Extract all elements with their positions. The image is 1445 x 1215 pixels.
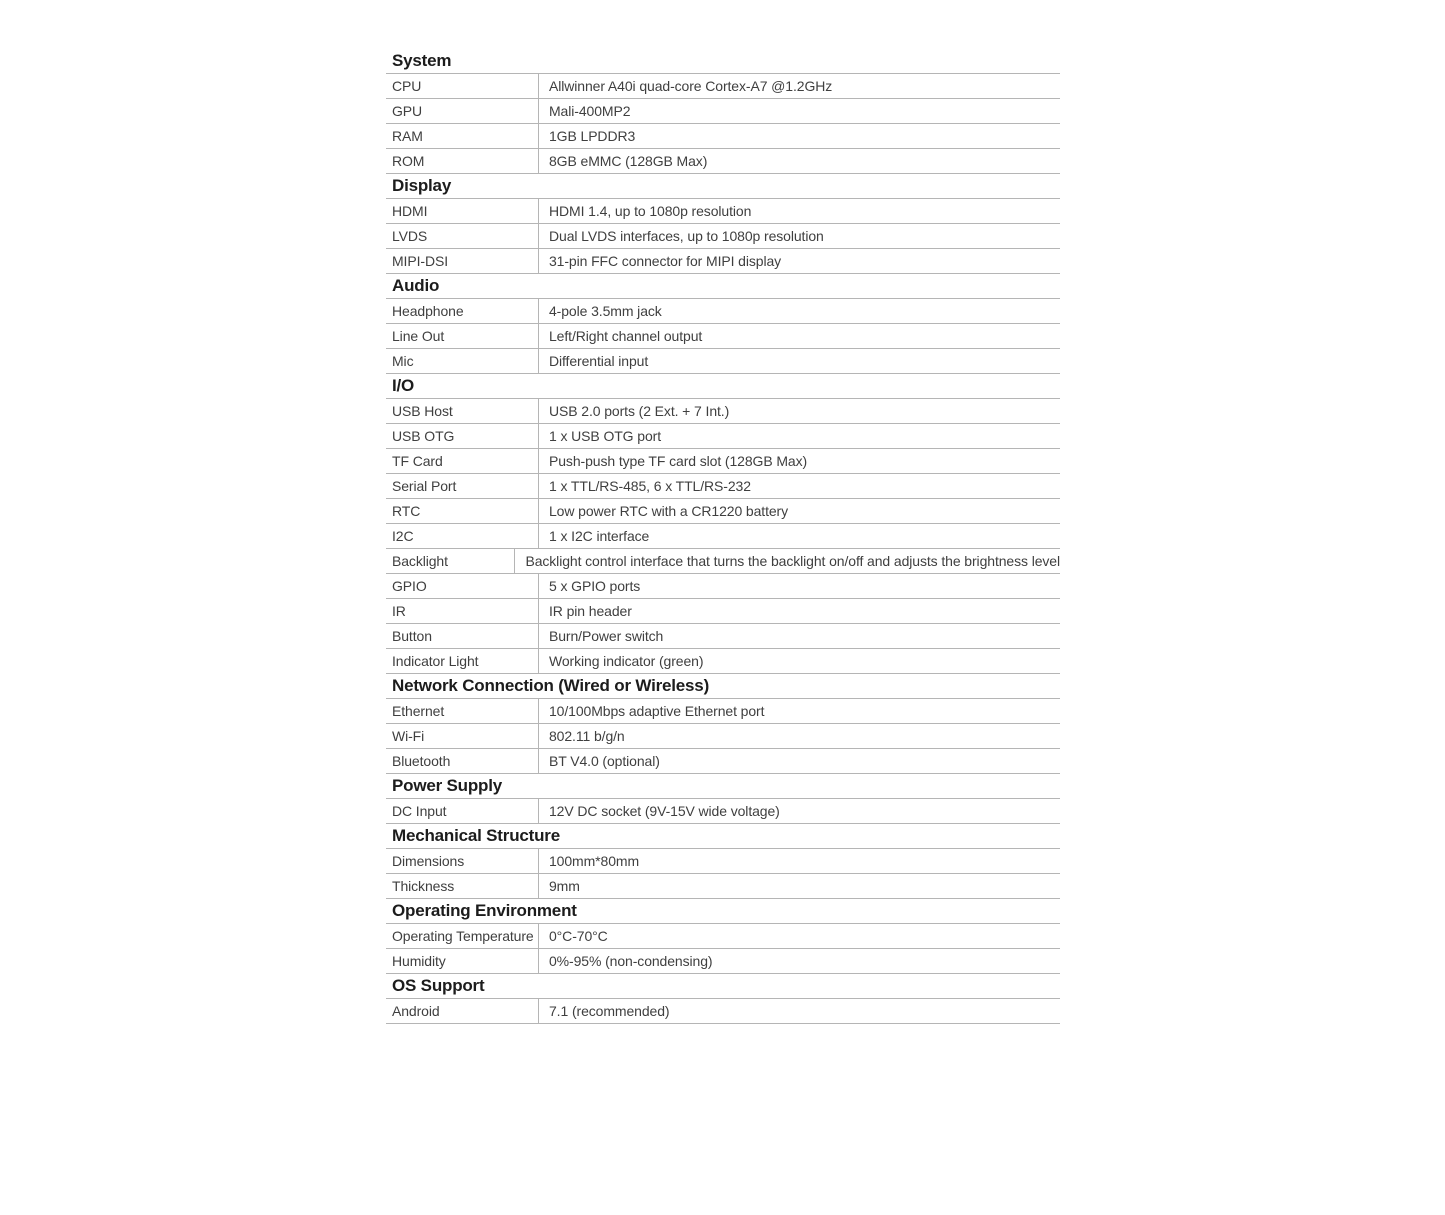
spec-row: [386, 649, 1060, 674]
spec-label: GPU: [386, 99, 539, 123]
spec-value: 1 x TTL/RS-485, 6 x TTL/RS-232: [549, 478, 751, 494]
spec-value: 8GB eMMC (128GB Max): [549, 153, 708, 169]
spec-row: [386, 124, 1060, 149]
spec-label: Operating Temperature: [386, 924, 539, 948]
spec-label: Indicator Light: [386, 649, 539, 673]
spec-label: IR: [386, 599, 539, 623]
spec-row: [386, 449, 1060, 474]
spec-row: [386, 724, 1060, 749]
spec-row: [386, 699, 1060, 724]
section-title: OS Support: [386, 974, 1060, 999]
spec-value: 31-pin FFC connector for MIPI display: [549, 253, 782, 269]
spec-value: 0%-95% (non-condensing): [549, 953, 713, 969]
spec-row: [386, 349, 1060, 374]
spec-label: Line Out: [386, 324, 539, 348]
spec-value: USB 2.0 ports (2 Ext. + 7 Int.): [549, 403, 730, 419]
spec-label: CPU: [386, 74, 539, 98]
spec-value: Differential input: [549, 353, 649, 369]
spec-label: Android: [386, 999, 539, 1023]
spec-row: [386, 624, 1060, 649]
spec-row: [386, 199, 1060, 224]
spec-value: 5 x GPIO ports: [549, 578, 641, 594]
section-title: Mechanical Structure: [386, 824, 1060, 849]
spec-label: Dimensions: [386, 849, 539, 873]
section-title: System: [386, 49, 1060, 74]
spec-row: [386, 799, 1060, 824]
spec-label: Button: [386, 624, 539, 648]
spec-value: 802.11 b/g/n: [549, 728, 625, 744]
section-title: Power Supply: [386, 774, 1060, 799]
spec-label: USB Host: [386, 399, 539, 423]
spec-value: Working indicator (green): [549, 653, 704, 669]
spec-section: [386, 974, 1060, 1024]
spec-section: [386, 274, 1060, 374]
spec-value: 100mm*80mm: [549, 853, 640, 869]
spec-row: [386, 299, 1060, 324]
spec-value: Dual LVDS interfaces, up to 1080p resolution: [549, 228, 824, 244]
spec-section: [386, 49, 1060, 174]
spec-row: [386, 749, 1060, 774]
spec-value: Push-push type TF card slot (128GB Max): [549, 453, 808, 469]
spec-label: Headphone: [386, 299, 539, 323]
spec-label: MIPI-DSI: [386, 249, 539, 273]
spec-row: [386, 474, 1060, 499]
spec-row: [386, 99, 1060, 124]
spec-row: [386, 524, 1060, 549]
spec-value: 1GB LPDDR3: [549, 128, 636, 144]
spec-row: [386, 574, 1060, 599]
spec-label: GPIO: [386, 574, 539, 598]
spec-row: [386, 149, 1060, 174]
spec-value: 9mm: [549, 878, 580, 894]
spec-row: [386, 949, 1060, 974]
spec-row: [386, 874, 1060, 899]
spec-value: 10/100Mbps adaptive Ethernet port: [549, 703, 765, 719]
section-title: Display: [386, 174, 1060, 199]
spec-value: 12V DC socket (9V-15V wide voltage): [549, 803, 780, 819]
spec-label: RAM: [386, 124, 539, 148]
spec-row: [386, 999, 1060, 1024]
spec-row: [386, 224, 1060, 249]
spec-section: [386, 374, 1060, 674]
spec-value: Left/Right channel output: [549, 328, 703, 344]
spec-row: [386, 549, 1060, 574]
spec-value: Backlight control interface that turns the backlight on/off and adjusts the brightness level: [525, 553, 1060, 569]
spec-label: Humidity: [386, 949, 539, 973]
section-title: Audio: [386, 274, 1060, 299]
spec-value: Mali-400MP2: [549, 103, 631, 119]
spec-table: [386, 49, 1060, 1024]
spec-label: DC Input: [386, 799, 539, 823]
spec-value: 7.1 (recommended): [549, 1003, 670, 1019]
spec-section: [386, 824, 1060, 899]
spec-label: Wi-Fi: [386, 724, 539, 748]
spec-value: BT V4.0 (optional): [549, 753, 660, 769]
spec-label: TF Card: [386, 449, 539, 473]
spec-label: I2C: [386, 524, 539, 548]
spec-label: HDMI: [386, 199, 539, 223]
spec-section: [386, 774, 1060, 824]
spec-label: Mic: [386, 349, 539, 373]
spec-value: 1 x USB OTG port: [549, 428, 661, 444]
spec-label: RTC: [386, 499, 539, 523]
spec-row: [386, 924, 1060, 949]
spec-value: 4-pole 3.5mm jack: [549, 303, 662, 319]
spec-label: ROM: [386, 149, 539, 173]
spec-row: [386, 399, 1060, 424]
spec-label: USB OTG: [386, 424, 539, 448]
spec-label: Thickness: [386, 874, 539, 898]
spec-row: [386, 599, 1060, 624]
section-title: Network Connection (Wired or Wireless): [386, 674, 1060, 699]
spec-value: Allwinner A40i quad-core Cortex-A7 @1.2GHz: [549, 78, 833, 94]
spec-section: [386, 174, 1060, 274]
spec-value: 0°C-70°C: [549, 928, 608, 944]
spec-row: [386, 424, 1060, 449]
spec-row: [386, 74, 1060, 99]
spec-value: Low power RTC with a CR1220 battery: [549, 503, 789, 519]
spec-label: Ethernet: [386, 699, 539, 723]
section-title: Operating Environment: [386, 899, 1060, 924]
section-title: I/O: [386, 374, 1060, 399]
spec-value: 1 x I2C interface: [549, 528, 650, 544]
spec-row: [386, 499, 1060, 524]
spec-label: Serial Port: [386, 474, 539, 498]
spec-value: Burn/Power switch: [549, 628, 664, 644]
spec-value: HDMI 1.4, up to 1080p resolution: [549, 203, 752, 219]
spec-row: [386, 849, 1060, 874]
spec-section: [386, 899, 1060, 974]
spec-label: LVDS: [386, 224, 539, 248]
spec-value: IR pin header: [549, 603, 632, 619]
spec-section: [386, 674, 1060, 774]
spec-label: Backlight: [386, 549, 515, 573]
spec-row: [386, 324, 1060, 349]
spec-label: Bluetooth: [386, 749, 539, 773]
spec-row: [386, 249, 1060, 274]
